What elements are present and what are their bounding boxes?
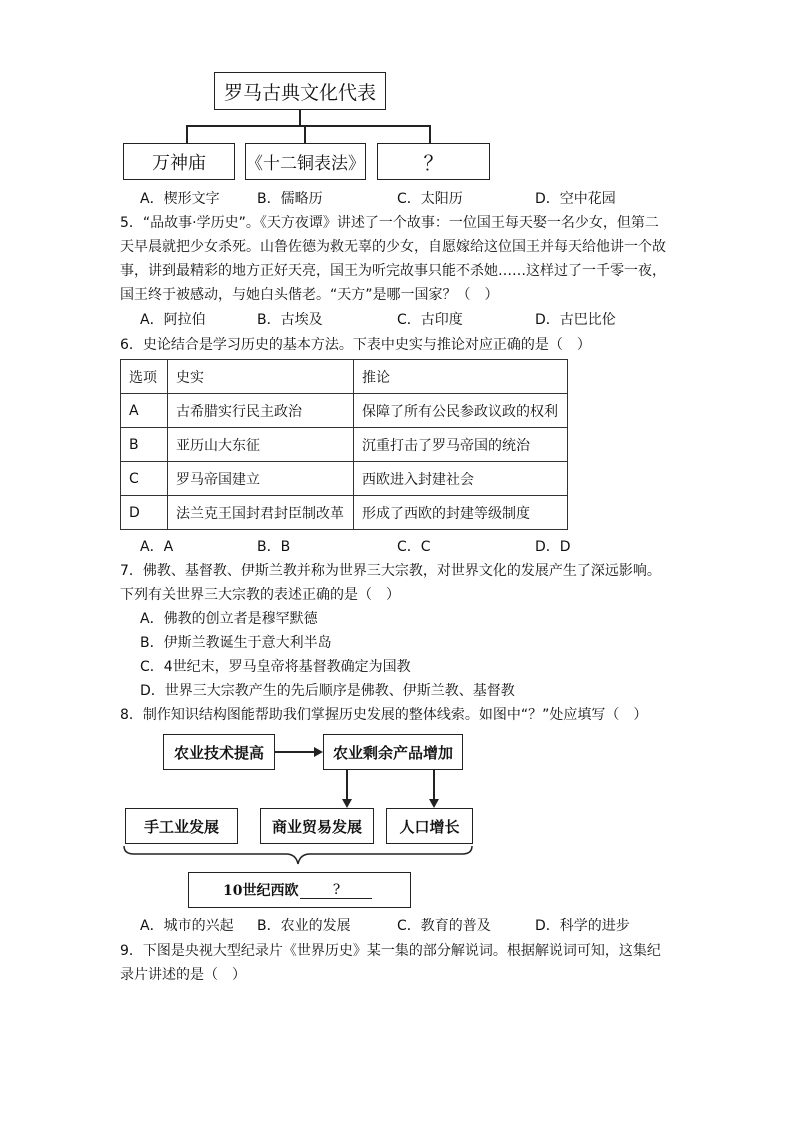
q6-table-row — [121, 394, 568, 428]
q8-handicraft-label: 手工业发展 — [143, 817, 219, 836]
q5-option-d: D．古巴比伦 — [535, 312, 616, 328]
q6-table-row — [121, 428, 568, 462]
q8-population-box — [386, 808, 473, 844]
q5-option-a: A．阿拉伯 — [140, 312, 206, 328]
diagram1-child-label: 万神庙 — [152, 152, 206, 174]
q8-result-label: 10世纪西欧 — [223, 883, 299, 899]
q8-result-blank-mark: ? — [332, 881, 341, 898]
q6-cell: 罗马帝国建立 — [168, 462, 354, 496]
q6-cell: A — [121, 394, 168, 428]
q6-cell: 沉重打击了罗马帝国的统治 — [354, 428, 568, 462]
diagram1-child-box — [245, 143, 366, 180]
diagram1-connector — [186, 125, 188, 144]
q6-cell: B — [121, 428, 168, 462]
diagram1-child-box — [377, 143, 490, 180]
q5-stem-line: 天早晨就把少女杀死。山鲁佐德为救无辜的少女，自愿嫁给这位国王并每天给他讲一个故 — [120, 239, 666, 255]
diagram1-child-box — [123, 143, 235, 180]
diagram1-connector — [304, 125, 306, 144]
q8-option-d: D．科学的进步 — [535, 918, 630, 934]
q6-cell: 西欧进入封建社会 — [354, 462, 568, 496]
arrow-right-icon — [314, 747, 323, 757]
q6-table-header-row — [121, 360, 568, 394]
q4-option-b: B．儒略历 — [257, 191, 323, 207]
q8-result-box — [188, 872, 411, 908]
q9-stem-line: 9．下图是央视大型纪录片《世界历史》某一集的部分解说词。根据解说词可知，这集纪 — [120, 943, 661, 959]
q5-stem-line: 5．“品故事·学历史”。《天方夜谭》讲述了一个故事：一位国王每天娶一名少女，但第二 — [120, 215, 659, 231]
q4-option-d: D．空中花园 — [535, 191, 616, 207]
q4-option-a: A．楔形文字 — [140, 191, 220, 207]
q8-option-b: B．农业的发展 — [257, 918, 351, 934]
diagram1-top-label: 罗马古典文化代表 — [223, 81, 376, 104]
q5-option-b: B．古埃及 — [257, 312, 323, 328]
q6-header-cell: 史实 — [168, 360, 354, 394]
q8-brace — [120, 844, 476, 868]
q6-cell: 保障了所有公民参政议政的权利 — [354, 394, 568, 428]
q7-stem-line: 7．佛教、基督教、伊斯兰教并称为世界三大宗教，对世界文化的发展产生了深远影响。 — [120, 563, 661, 579]
q8-tech-label: 农业技术提高 — [173, 743, 264, 762]
q8-trade-box — [260, 808, 374, 844]
q8-result-blank — [300, 882, 372, 899]
q6-option-c: C．C — [397, 539, 431, 555]
q9-stem-line: 录片讲述的是（ ） — [120, 967, 246, 983]
diagram1-top-box — [214, 72, 386, 110]
q6-cell: C — [121, 462, 168, 496]
q6-header-cell: 选项 — [121, 360, 168, 394]
q8-arrow-line — [433, 770, 435, 800]
q8-tech-box — [163, 734, 275, 770]
q6-cell: 形成了西欧的封建等级制度 — [354, 496, 568, 530]
diagram1-child-label: ？ — [423, 151, 444, 175]
q5-stem-line: 国王终于被感动，与她白头偕老。“天方”是哪一国家？（ ） — [120, 287, 499, 303]
q8-stem: 8．制作知识结构图能帮助我们掌握历史发展的整体线索。如图中“？”处应填写（ ） — [120, 707, 648, 723]
q7-option-c: C．4世纪末，罗马皇帝将基督教确定为国教 — [140, 659, 411, 675]
q7-option-a: A．佛教的创立者是穆罕默德 — [140, 611, 318, 627]
arrow-down-icon — [429, 799, 439, 808]
q7-option-b: B．伊斯兰教诞生于意大利半岛 — [140, 635, 332, 651]
arrow-down-icon — [342, 799, 352, 808]
q8-option-a: A．城市的兴起 — [140, 918, 234, 934]
q6-table-row — [121, 496, 568, 530]
diagram1-child-label: 《十二铜表法》 — [246, 154, 365, 174]
q4-option-c: C．太阳历 — [397, 191, 463, 207]
q6-table-row — [121, 462, 568, 496]
q8-population-label: 人口增长 — [399, 817, 460, 836]
q6-cell: 古希腊实行民主政治 — [168, 394, 354, 428]
diagram1-connector — [429, 125, 431, 144]
q8-handicraft-box — [125, 808, 238, 844]
q6-option-a: A．A — [140, 539, 174, 555]
q6-option-d: D．D — [535, 539, 571, 555]
q7-option-d: D．世界三大宗教产生的先后顺序是佛教、伊斯兰教、基督教 — [140, 683, 515, 699]
q6-cell: 法兰克王国封君封臣制改革 — [168, 496, 354, 530]
q8-option-c: C．教育的普及 — [397, 918, 491, 934]
q6-stem: 6．史论结合是学习历史的基本方法。下表中史实与推论对应正确的是（ ） — [120, 337, 591, 353]
q6-cell: D — [121, 496, 168, 530]
q8-trade-label: 商业贸易发展 — [271, 817, 362, 836]
diagram1-connector — [299, 110, 301, 126]
q5-option-c: C．古印度 — [397, 312, 463, 328]
diagram1-connector — [186, 125, 430, 127]
q8-surplus-box — [323, 734, 463, 770]
q6-header-cell: 推论 — [354, 360, 568, 394]
q8-surplus-label: 农业剩余产品增加 — [332, 743, 453, 762]
q6-cell: 亚历山大东征 — [168, 428, 354, 462]
q6-table — [120, 359, 568, 530]
q8-arrow-line — [275, 751, 315, 753]
q5-stem-line: 事，讲到最精彩的地方正好天亮，国王为听完故事只能不杀她……这样过了一千零一夜， — [120, 263, 666, 279]
q7-stem-line: 下列有关世界三大宗教的表述正确的是（ ） — [120, 587, 400, 603]
q8-arrow-line — [346, 770, 348, 800]
q6-option-b: B．B — [257, 539, 291, 555]
